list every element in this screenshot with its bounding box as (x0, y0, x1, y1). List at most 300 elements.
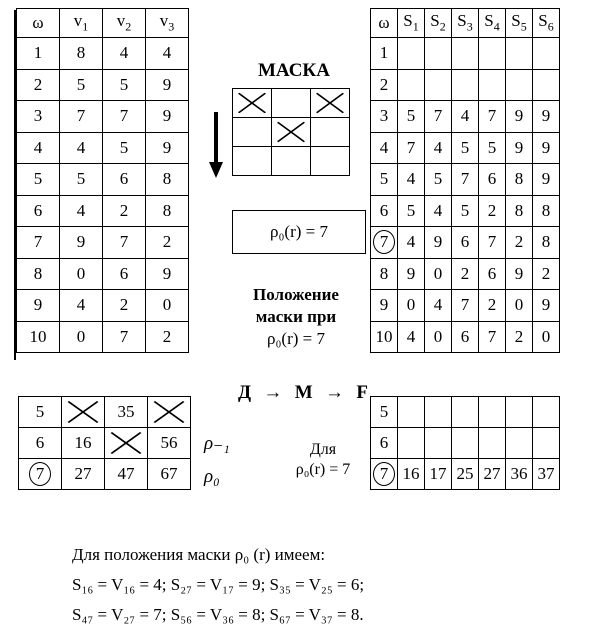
table-row (233, 147, 350, 176)
masked-cell (311, 89, 350, 118)
cell-value: 9 (541, 169, 551, 189)
position-label-line2: маски при (255, 307, 337, 326)
table-cell (272, 147, 311, 176)
table-row (17, 132, 189, 164)
table-cell (398, 69, 425, 101)
right-table-grid (370, 8, 560, 353)
cell-value: 16 (402, 464, 420, 483)
table-cell (506, 227, 533, 259)
cell-value: 17 (429, 464, 447, 483)
table-row (371, 227, 560, 259)
table-cell (479, 227, 506, 259)
position-label-line1: Положение (253, 285, 339, 304)
table-cell (479, 290, 506, 322)
table-cell (425, 397, 452, 428)
table-cell (272, 89, 311, 118)
table-cell (425, 258, 452, 290)
table-cell (479, 101, 506, 133)
table-cell (103, 164, 146, 196)
row-index-cell (371, 290, 398, 322)
cell-value: 5 (460, 200, 470, 220)
row-index-cell (17, 101, 60, 133)
cell-value: 8 (514, 200, 524, 220)
cell-value: 5 (379, 169, 389, 189)
column-header (371, 9, 398, 38)
table-cell (479, 258, 506, 290)
cell-value: 0 (541, 326, 551, 346)
cell-value: 0 (76, 263, 86, 283)
cell-value: 7 (119, 106, 129, 126)
cell-value: 9 (514, 263, 524, 283)
table-cell (479, 459, 506, 490)
column-header-text: v (159, 11, 169, 31)
table-row (371, 428, 560, 459)
flow-arrow-2: → (325, 382, 345, 403)
table-cell (479, 69, 506, 101)
table-cell (533, 227, 560, 259)
column-header-text: v (73, 11, 83, 31)
table-row (371, 69, 560, 101)
cell-value: 7 (119, 232, 129, 252)
cell-value: 2 (162, 232, 172, 252)
table-cell (148, 428, 191, 459)
cell-value: 7 (460, 169, 470, 189)
table-row (17, 258, 189, 290)
table-cell (425, 459, 452, 490)
table-cell (146, 69, 189, 101)
table-cell (479, 321, 506, 353)
row-index-cell (17, 132, 60, 164)
table-cell (60, 290, 103, 322)
table-cell (533, 428, 560, 459)
cell-value: 5 (119, 74, 129, 94)
table-cell (398, 164, 425, 196)
cell-value: 5 (433, 169, 443, 189)
table-cell (146, 132, 189, 164)
cell-value: 47 (117, 464, 135, 483)
table-cell (146, 164, 189, 196)
cell-value: 9 (379, 295, 389, 315)
circled-row-index: 7 (373, 230, 395, 254)
table-row (371, 459, 560, 490)
flow-row (238, 382, 368, 404)
cell-value: 4 (406, 326, 416, 346)
table-cell (146, 101, 189, 133)
table-row (17, 321, 189, 353)
column-header-subscript: 4 (493, 19, 500, 34)
row-index-cell (19, 459, 62, 490)
table-cell (146, 290, 189, 322)
table-cell (479, 195, 506, 227)
table-cell (452, 101, 479, 133)
table-cell (452, 132, 479, 164)
position-label (236, 284, 356, 350)
table-cell (103, 69, 146, 101)
cell-value: 8 (541, 232, 551, 252)
cell-value: 9 (514, 137, 524, 157)
column-header-text: ω (378, 13, 390, 32)
row-index-cell (17, 290, 60, 322)
table-cell (425, 321, 452, 353)
table-row (371, 397, 560, 428)
table-cell (311, 147, 350, 176)
table-cell (479, 397, 506, 428)
table-cell (452, 38, 479, 70)
cell-value: 6 (460, 326, 470, 346)
table-cell (146, 227, 189, 259)
table-cell (103, 132, 146, 164)
mask-grid (232, 88, 350, 176)
cell-value: 6 (119, 263, 129, 283)
cell-value: 9 (162, 137, 172, 157)
table-cell (425, 132, 452, 164)
header-row (17, 9, 189, 38)
table-cell (60, 69, 103, 101)
cell-value: 5 (119, 137, 129, 157)
cell-value: 9 (541, 295, 551, 315)
cell-value: 8 (514, 169, 524, 189)
caption-line1: Для положения маски ρ₀ (r) имеем: (72, 545, 326, 564)
cell-value: 8 (379, 263, 389, 283)
cell-value: 2 (162, 326, 172, 346)
row-index-cell (17, 195, 60, 227)
table-cell (398, 132, 425, 164)
column-header-text: ω (32, 13, 44, 32)
rho-box-label: ρ₀(r) = 7 (270, 222, 328, 241)
cell-value: 4 (433, 137, 443, 157)
flow-d: Д (238, 382, 252, 403)
table-cell (60, 195, 103, 227)
row-index-cell (371, 321, 398, 353)
row-index-cell (19, 397, 62, 428)
column-header-text: S (457, 11, 467, 31)
cell-value: 7 (119, 326, 129, 346)
cell-value: 9 (162, 263, 172, 283)
table-cell (479, 164, 506, 196)
cell-value: 4 (76, 137, 86, 157)
table-cell (105, 459, 148, 490)
cell-value: 2 (33, 74, 43, 94)
table-cell (60, 38, 103, 70)
for-label (278, 440, 368, 480)
table-cell (103, 101, 146, 133)
table-cell (425, 428, 452, 459)
cell-value: 9 (33, 295, 43, 315)
table-cell (452, 69, 479, 101)
cell-value: 4 (406, 169, 416, 189)
table-cell (60, 164, 103, 196)
cell-value: 56 (160, 433, 178, 452)
table-row (371, 290, 560, 322)
table-cell (506, 258, 533, 290)
cell-value: 1 (33, 43, 43, 63)
cell-value: 7 (487, 326, 497, 346)
table-cell (398, 321, 425, 353)
table-cell (533, 101, 560, 133)
cell-value: 27 (483, 464, 501, 483)
mask-title: МАСКА (258, 60, 330, 81)
flow-f: F (356, 382, 368, 403)
row-index-cell (371, 227, 398, 259)
table-cell (103, 195, 146, 227)
table-cell (533, 290, 560, 322)
column-header-text: S (403, 11, 413, 31)
column-header-subscript: 3 (168, 19, 175, 34)
table-cell (425, 290, 452, 322)
table-cell (479, 132, 506, 164)
table-cell (425, 69, 452, 101)
table-cell (533, 258, 560, 290)
cell-value: 2 (460, 263, 470, 283)
cell-value: 5 (460, 137, 470, 157)
table-cell (398, 397, 425, 428)
table-cell (452, 397, 479, 428)
table-cell (398, 101, 425, 133)
column-header (533, 9, 560, 38)
cell-value: 6 (379, 200, 389, 220)
table-cell (60, 258, 103, 290)
table-cell (533, 132, 560, 164)
table-cell (506, 321, 533, 353)
cell-value: 2 (541, 263, 551, 283)
cell-value: 8 (541, 200, 551, 220)
row-index-cell (371, 397, 398, 428)
cell-value: 0 (76, 326, 86, 346)
cell-value: 9 (541, 106, 551, 126)
cell-value: 10 (375, 326, 393, 346)
down-arrow-icon (208, 112, 224, 178)
cross-mark-icon (311, 89, 349, 117)
table-cell (425, 38, 452, 70)
cell-value: 6 (487, 263, 497, 283)
rho-zero-label: ρ₀ (204, 466, 220, 487)
cross-mark-icon (148, 397, 190, 427)
cell-value: 7 (460, 295, 470, 315)
table-row (371, 132, 560, 164)
cell-value: 9 (514, 106, 524, 126)
column-header-subscript: 6 (547, 19, 554, 34)
cell-value: 4 (379, 137, 389, 157)
table-row (371, 195, 560, 227)
table-row (17, 164, 189, 196)
row-index-cell (371, 38, 398, 70)
cell-value: 5 (379, 402, 389, 421)
cell-value: 8 (162, 200, 172, 220)
table-cell (105, 397, 148, 428)
cell-value: 5 (406, 200, 416, 220)
masked-cell (233, 89, 272, 118)
table-cell (452, 428, 479, 459)
rho-minus-one-label: ρ₋₁ (204, 433, 230, 454)
row-index-cell (371, 164, 398, 196)
table-cell (146, 321, 189, 353)
column-header (103, 9, 146, 38)
cell-value: 2 (119, 295, 129, 315)
cell-value: 4 (460, 106, 470, 126)
table-row (17, 195, 189, 227)
cell-value: 7 (33, 232, 43, 252)
bottom-right-grid (370, 396, 560, 490)
cell-value: 4 (33, 137, 43, 157)
cell-value: 4 (76, 200, 86, 220)
cell-value: 3 (379, 106, 389, 126)
cell-value: 2 (379, 74, 389, 94)
table-cell (506, 164, 533, 196)
masked-cell (272, 118, 311, 147)
table-cell (425, 164, 452, 196)
cell-value: 2 (487, 295, 497, 315)
column-header (60, 9, 103, 38)
cell-value: 4 (433, 295, 443, 315)
row-index-cell (17, 38, 60, 70)
cell-value: 16 (74, 433, 92, 452)
table-cell (479, 38, 506, 70)
table-cell (60, 101, 103, 133)
table-cell (60, 132, 103, 164)
cell-value: 4 (433, 200, 443, 220)
column-header-text: S (511, 11, 521, 31)
column-header-subscript: 2 (125, 19, 132, 34)
for-label-line1: Для (309, 441, 337, 458)
cell-value: 5 (33, 169, 43, 189)
cell-value: 27 (74, 464, 92, 483)
table-cell (60, 321, 103, 353)
column-header-subscript: 5 (520, 19, 527, 34)
cross-mark-icon (272, 118, 310, 146)
cell-value: 36 (510, 464, 528, 483)
table-row (17, 290, 189, 322)
masked-cell (105, 428, 148, 459)
table-cell (506, 132, 533, 164)
table-row (371, 258, 560, 290)
table-cell (103, 258, 146, 290)
table-cell (452, 290, 479, 322)
cell-value: 6 (487, 169, 497, 189)
cell-value: 2 (119, 200, 129, 220)
caption-line3: S₄₇ = V₂₇ = 7; S₅₆ = V₃₆ = 8; S₆₇ = V₃₇ = 8. (72, 605, 364, 624)
cell-value: 7 (487, 106, 497, 126)
column-header-subscript: 2 (439, 19, 446, 34)
table-cell (425, 101, 452, 133)
row-index-cell (371, 132, 398, 164)
table-cell (506, 195, 533, 227)
table-cell (452, 227, 479, 259)
cell-value: 4 (119, 43, 129, 63)
row-index-cell (17, 258, 60, 290)
table-cell (398, 195, 425, 227)
table-cell (103, 227, 146, 259)
cell-value: 6 (460, 232, 470, 252)
table-cell (506, 459, 533, 490)
table-cell (425, 227, 452, 259)
cell-value: 7 (76, 106, 86, 126)
table-cell (533, 38, 560, 70)
cell-value: 5 (76, 74, 86, 94)
column-header-text: S (484, 11, 494, 31)
table-cell (533, 195, 560, 227)
table-row (19, 459, 191, 490)
cell-value: 35 (117, 402, 135, 421)
cross-mark-icon (233, 89, 271, 117)
column-header-subscript: 3 (466, 19, 473, 34)
table-row (19, 428, 191, 459)
cell-value: 9 (76, 232, 86, 252)
row-index-cell (371, 459, 398, 490)
column-header-subscript: 1 (412, 19, 419, 34)
table-cell (60, 227, 103, 259)
table-cell (506, 428, 533, 459)
cell-value: 8 (33, 263, 43, 283)
column-header-text: S (538, 11, 548, 31)
cell-value: 9 (541, 137, 551, 157)
table-row (19, 397, 191, 428)
cross-mark-icon (105, 428, 147, 458)
cell-value: 5 (35, 402, 45, 421)
cell-value: 9 (406, 263, 416, 283)
cell-value: 2 (514, 326, 524, 346)
table-cell (479, 428, 506, 459)
table-cell (103, 290, 146, 322)
cell-value: 8 (162, 169, 172, 189)
table-cell (62, 459, 105, 490)
column-header (425, 9, 452, 38)
cell-value: 6 (35, 433, 45, 452)
table-row (371, 164, 560, 196)
table-cell (533, 321, 560, 353)
table-cell (398, 290, 425, 322)
table-cell (506, 38, 533, 70)
table-cell (146, 38, 189, 70)
table-cell (533, 164, 560, 196)
column-header (506, 9, 533, 38)
cell-value: 0 (406, 295, 416, 315)
row-index-cell (371, 428, 398, 459)
left-table-grid (16, 8, 189, 353)
column-header (398, 9, 425, 38)
cell-value: 4 (162, 43, 172, 63)
table-cell (146, 195, 189, 227)
cell-value: 6 (119, 169, 129, 189)
flow-arrow-1: → (263, 382, 283, 403)
row-index-cell (17, 321, 60, 353)
cell-value: 10 (29, 326, 47, 346)
table-row (371, 101, 560, 133)
cell-value: 37 (537, 464, 555, 483)
table-row (233, 89, 350, 118)
table-cell (506, 290, 533, 322)
position-label-line3: ρ₀(r) = 7 (267, 329, 325, 348)
column-header (146, 9, 189, 38)
table-cell (452, 258, 479, 290)
cross-mark-icon (62, 397, 104, 427)
row-index-cell (19, 428, 62, 459)
cell-value: 25 (456, 464, 474, 483)
cell-value: 6 (33, 200, 43, 220)
column-header (452, 9, 479, 38)
table-cell (146, 258, 189, 290)
table-cell (506, 397, 533, 428)
bottom-left-grid (18, 396, 191, 490)
table-row (17, 227, 189, 259)
row-index-cell (371, 195, 398, 227)
for-label-line2: ρ₀(r) = 7 (295, 461, 351, 478)
left-table-left-rule (14, 10, 16, 360)
cell-value: 7 (487, 232, 497, 252)
cell-value: 9 (162, 74, 172, 94)
table-cell (398, 258, 425, 290)
table-row (233, 118, 350, 147)
table-cell (452, 164, 479, 196)
